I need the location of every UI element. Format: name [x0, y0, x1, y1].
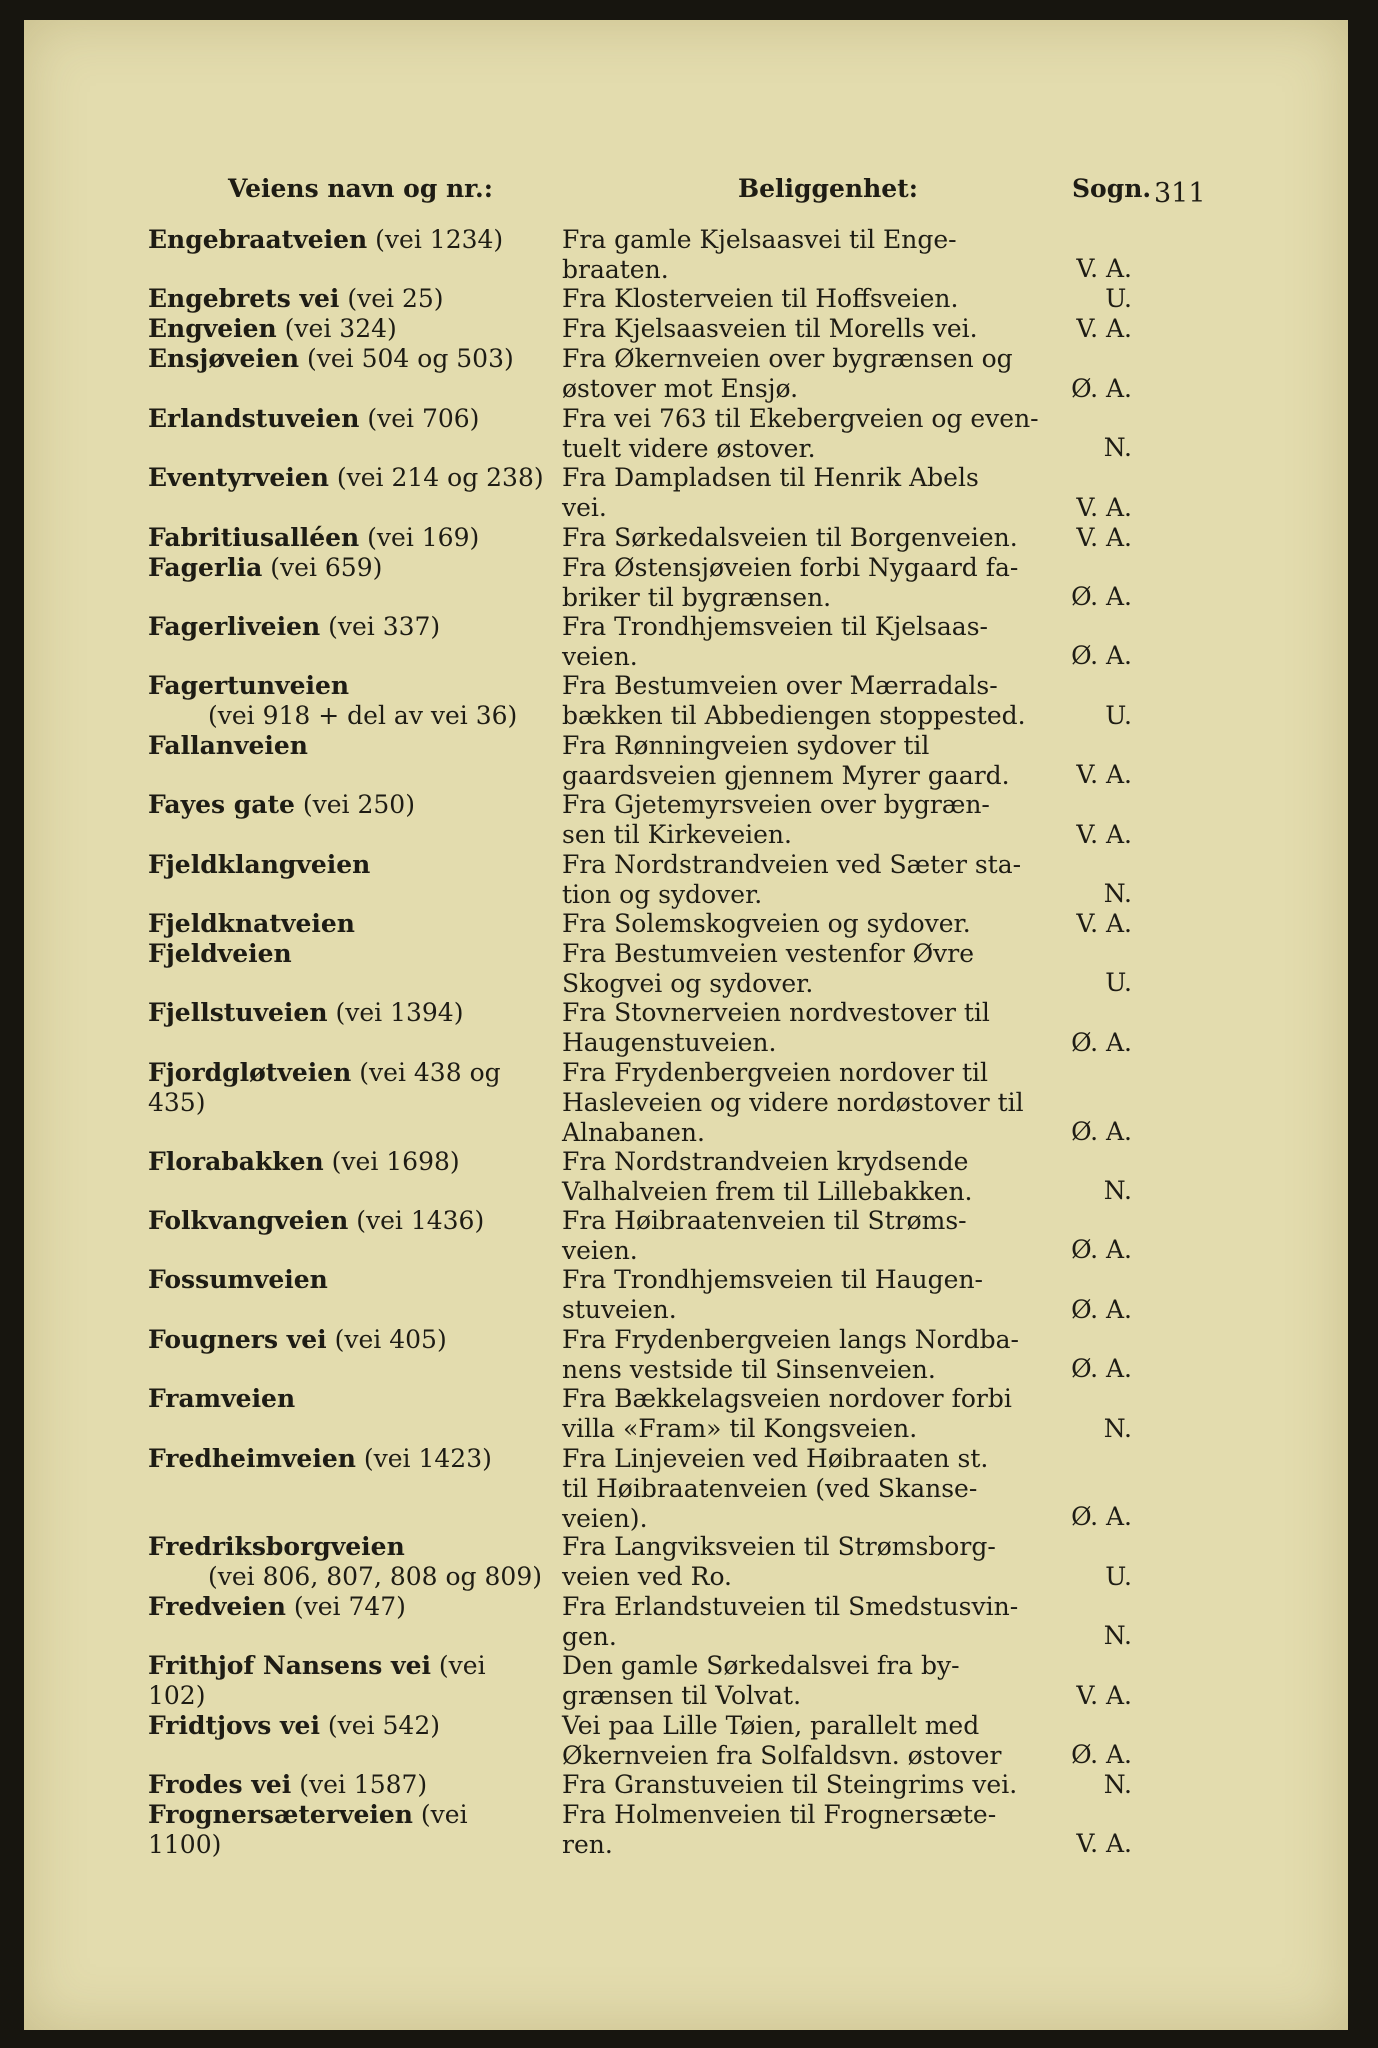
street-name-cell [148, 1265, 548, 1295]
street-name-cell [148, 463, 548, 493]
location-line: Fra Granstuveien til Steingrims vei. [562, 1770, 1018, 1799]
street-name-cell [148, 939, 548, 969]
location-line: Valhalveien frem til Lillebakken. [562, 1176, 973, 1206]
location-line: Fra Gjetemyrsveien over bygræn- [562, 790, 990, 820]
street-name: Fagerlia [148, 552, 263, 582]
street-name-cell [148, 671, 548, 731]
location-cell [562, 790, 1044, 850]
street-name-cell [148, 1384, 548, 1414]
parish-cell: N. [1103, 1175, 1132, 1205]
street-name-cell [148, 284, 548, 314]
location-line: gaardsveien gjennem Myrer gaard. [562, 760, 1010, 790]
street-name: Fjeldklangveien [148, 849, 371, 879]
location-line: briker til bygrænsen. [562, 582, 832, 612]
location-cell [562, 1265, 1044, 1325]
location-line: tion og sydover. [562, 879, 763, 909]
location-cell [562, 1711, 1044, 1771]
street-name-cell [148, 1711, 548, 1741]
street-name-cell [148, 1651, 548, 1711]
road-number: (vei 1394) [327, 998, 464, 1028]
road-number: (vei 214 og 238) [328, 463, 544, 493]
location-cell [562, 1651, 1044, 1711]
street-name: Frognersæterveien [148, 1800, 413, 1829]
parish-cell: Ø. A. [1071, 1294, 1132, 1324]
road-number: (vei 102) [148, 1651, 486, 1711]
location-cell [562, 998, 1044, 1058]
street-name: Engebraatveien [148, 225, 368, 254]
column-header-parish: Sogn. [1072, 174, 1152, 203]
street-name: Fredheimveien [148, 1443, 356, 1473]
location-line: Fra Frydenbergveien langs Nordba- [562, 1324, 1019, 1354]
location-line: Fra Østensjøveien forbi Nygaard fa- [562, 552, 1019, 582]
location-line: tuelt videre østover. [562, 433, 816, 463]
parish-cell: Ø. A. [1071, 1116, 1132, 1146]
road-number: (vei 504 og 503) [299, 344, 514, 374]
street-name-cell [148, 1444, 548, 1474]
street-name: Fallanveien [148, 730, 308, 760]
location-cell [562, 1532, 1044, 1592]
location-line: Fra Holmenveien til Frognersæte- [562, 1800, 997, 1829]
location-line: sen til Kirkeveien. [562, 820, 792, 850]
location-cell [562, 1800, 1044, 1860]
street-name: Erlandstuveien [148, 403, 360, 433]
location-line: Fra Bestumveien over Mærradals- [562, 671, 998, 701]
location-line: Fra Frydenbergveien nordover til [562, 1057, 988, 1087]
street-name-cell [148, 404, 548, 434]
location-cell [562, 612, 1044, 672]
location-line: Fra Sørkedalsveien til Borgenveien. [562, 522, 1018, 552]
street-name: Florabakken [148, 1146, 324, 1176]
road-number: (vei 169) [359, 522, 480, 552]
parish-cell: Ø. A. [1071, 1739, 1132, 1769]
location-line: grænsen til Volvat. [562, 1681, 802, 1711]
street-name: Fjellstuveien [148, 998, 328, 1028]
location-cell [562, 553, 1044, 613]
location-line: Fra Trondhjemsveien til Haugen- [562, 1265, 984, 1295]
location-line: Fra Økernveien over bygrænsen og [562, 344, 1013, 374]
street-name-cell [148, 344, 548, 374]
location-line: Fra Langviksveien til Strømsborg- [562, 1532, 996, 1562]
location-line: Vei paa Lille Tøien, parallelt med [562, 1710, 980, 1740]
street-name-cell [148, 1770, 548, 1800]
street-name-cell [148, 612, 548, 642]
road-number: (vei 806, 807, 808 og 809) [208, 1562, 542, 1592]
parish-cell: Ø. A. [1071, 1354, 1132, 1384]
street-name: Engebrets vei [148, 284, 340, 314]
location-cell [562, 314, 1044, 344]
location-line: Økernveien fra Solfaldsvn. østover [562, 1740, 1002, 1770]
location-line: Fra Bestumveien vestenfor Øvre [562, 939, 975, 968]
road-number: (vei 1436) [348, 1206, 485, 1235]
street-name: Framveien [148, 1384, 296, 1414]
location-line: Fra Bækkelagsveien nordover forbi [562, 1384, 1012, 1414]
location-line: Alnabanen. [562, 1117, 705, 1147]
parish-cell: Ø. A. [1071, 1502, 1132, 1532]
column-header-location: Beliggenhet: [738, 174, 918, 203]
street-name-cell [148, 1147, 548, 1177]
location-line: Fra Rønningveien sydover til [562, 730, 930, 760]
street-name-cell [148, 850, 548, 880]
location-line: Fra Stovnerveien nordvestover til [562, 998, 990, 1028]
street-name-cell [148, 790, 548, 820]
location-cell [562, 909, 1044, 939]
location-line: Fra Dampladsen til Henrik Abels [562, 463, 979, 493]
page-number: 311 [1154, 178, 1206, 209]
road-number: (vei 438 og 435) [148, 1057, 501, 1117]
street-name-cell [148, 909, 548, 939]
location-line: gen. [562, 1621, 617, 1651]
column-header-name: Veiens navn og nr.: [228, 174, 493, 203]
street-name: Fredveien [148, 1591, 286, 1621]
parish-cell: U. [1105, 284, 1132, 314]
location-cell [562, 463, 1044, 523]
parish-cell: Ø. A. [1071, 1235, 1132, 1265]
location-line: villa «Fram» til Kongsveien. [562, 1414, 918, 1444]
street-name: Ensjøveien [148, 344, 300, 374]
street-name: Fagerliveien [148, 612, 321, 641]
parish-cell: Ø. A. [1071, 373, 1132, 403]
location-cell [562, 731, 1044, 791]
location-cell [562, 1770, 1044, 1800]
location-line: Den gamle Sørkedalsvei fra by- [562, 1651, 960, 1681]
road-number: (vei 706) [359, 403, 480, 433]
parish-cell: U. [1105, 968, 1132, 998]
location-line: Fra Erlandstuveien til Smedstusvin- [562, 1591, 1019, 1621]
location-line: stuveien. [562, 1295, 677, 1325]
street-name: Engveien [148, 314, 277, 344]
location-line: Fra Solemskogveien og sydover. [562, 909, 971, 938]
location-line: veien. [562, 642, 638, 671]
street-name: Frodes vei [148, 1770, 292, 1799]
street-name: Fredriksborgveien [148, 1532, 405, 1562]
street-name-cell [148, 314, 548, 344]
location-line: nens vestside til Sinsenveien. [562, 1354, 936, 1384]
location-line: braaten. [562, 255, 669, 284]
location-cell [562, 1325, 1044, 1385]
parish-cell: Ø. A. [1071, 581, 1132, 611]
street-name-cell [148, 523, 548, 553]
parish-cell: N. [1103, 433, 1132, 463]
location-line: veien). [562, 1503, 648, 1533]
location-cell [562, 1206, 1044, 1266]
parish-cell: V. A. [1076, 522, 1132, 552]
road-number: (vei 1587) [291, 1770, 428, 1799]
location-cell [562, 671, 1044, 731]
location-line: Skogvei og sydover. [562, 969, 814, 998]
location-line: ren. [562, 1830, 613, 1859]
road-number: (vei 1100) [148, 1800, 468, 1859]
street-name: Fabritiusalléen [148, 522, 360, 552]
location-line: Fra Trondhjemsveien til Kjelsaas- [562, 612, 988, 641]
parish-cell: N. [1103, 878, 1132, 908]
location-cell [562, 850, 1044, 910]
street-name-cell [148, 1532, 548, 1592]
location-line: vei. [562, 493, 607, 523]
street-name-cell [148, 731, 548, 761]
street-name: Fougners vei [148, 1324, 327, 1354]
location-line: Haugenstuveien. [562, 1028, 777, 1058]
road-number: (vei 1423) [355, 1443, 492, 1473]
road-number: (vei 250) [294, 790, 415, 820]
road-number: (vei 1698) [323, 1146, 460, 1176]
road-number: (vei 542) [319, 1710, 441, 1740]
parish-cell: N. [1103, 1621, 1132, 1651]
road-number: (vei 25) [339, 284, 444, 314]
street-name-cell [148, 1325, 548, 1355]
location-line: veien. [562, 1236, 638, 1265]
road-number: (vei 659) [262, 552, 383, 582]
location-cell [562, 1058, 1044, 1148]
street-name-cell [148, 553, 548, 583]
road-number: (vei 324) [276, 314, 397, 344]
parish-cell: N. [1103, 1413, 1132, 1443]
location-line: Fra Nordstrandveien ved Sæter sta- [562, 849, 1022, 879]
street-name: Fjeldveien [148, 939, 292, 968]
parish-cell: U. [1105, 700, 1132, 730]
street-name: Frithjof Nansens vei [148, 1651, 431, 1681]
parish-cell: V. A. [1076, 909, 1132, 938]
parish-cell: V. A. [1076, 760, 1132, 790]
road-number: (vei 918 + del av vei 36) [208, 701, 518, 731]
location-line: veien ved Ro. [562, 1562, 733, 1592]
location-line: Fra gamle Kjelsaasvei til Enge- [562, 225, 957, 254]
location-cell [562, 284, 1044, 314]
location-line: Fra Kjelsaasveien til Morells vei. [562, 314, 978, 344]
street-name: Fjordgløtveien [148, 1057, 352, 1087]
location-line: til Høibraatenveien (ved Skanse- [562, 1473, 978, 1503]
road-number: (vei 747) [285, 1591, 406, 1621]
street-name: Eventyrveien [148, 463, 329, 493]
parish-cell: U. [1105, 1561, 1132, 1591]
street-name: Fagertunveien [148, 671, 350, 701]
road-number: (vei 1234) [367, 225, 504, 254]
street-name-cell [148, 1206, 548, 1236]
street-name: Folkvangveien [148, 1206, 349, 1235]
location-line: Hasleveien og videre nordøstover til [562, 1087, 1024, 1117]
location-cell [562, 1592, 1044, 1652]
street-name-cell [148, 1592, 548, 1622]
parish-cell: V. A. [1076, 492, 1132, 522]
location-cell [562, 404, 1044, 464]
parish-cell: V. A. [1076, 1680, 1132, 1710]
location-line: Fra vei 763 til Ekebergveien og even- [562, 403, 1039, 433]
street-name-cell [148, 998, 548, 1028]
street-name: Fayes gate [148, 790, 295, 820]
location-cell [562, 1444, 1044, 1534]
road-number: (vei 405) [326, 1324, 447, 1354]
street-name-cell [148, 225, 548, 255]
street-name-cell [148, 1800, 548, 1860]
location-cell [562, 225, 1044, 285]
road-number: (vei 337) [320, 612, 441, 641]
location-cell [562, 1384, 1044, 1444]
street-name-cell [148, 1058, 548, 1118]
parish-cell: V. A. [1076, 1829, 1132, 1859]
location-cell [562, 344, 1044, 404]
location-cell [562, 1147, 1044, 1207]
location-line: Fra Klosterveien til Hoffsveien. [562, 284, 959, 314]
location-cell [562, 523, 1044, 553]
street-name: Fjeldknatveien [148, 909, 355, 938]
parish-cell: V. A. [1076, 314, 1132, 344]
location-line: østover mot Ensjø. [562, 374, 799, 404]
parish-cell: V. A. [1076, 254, 1132, 284]
street-name: Fossumveien [148, 1265, 328, 1295]
location-cell [562, 939, 1044, 999]
location-line: Fra Nordstrandveien krydsende [562, 1146, 969, 1176]
parish-cell: Ø. A. [1071, 641, 1132, 671]
street-name: Fridtjovs vei [148, 1710, 320, 1740]
location-line: Fra Høibraatenveien til Strøms- [562, 1206, 967, 1235]
parish-cell: Ø. A. [1071, 1027, 1132, 1057]
location-line: Fra Linjeveien ved Høibraaten st. [562, 1443, 989, 1473]
parish-cell: N. [1103, 1770, 1132, 1799]
location-line: bækken til Abbediengen stoppested. [562, 701, 1026, 731]
parish-cell: V. A. [1076, 819, 1132, 849]
